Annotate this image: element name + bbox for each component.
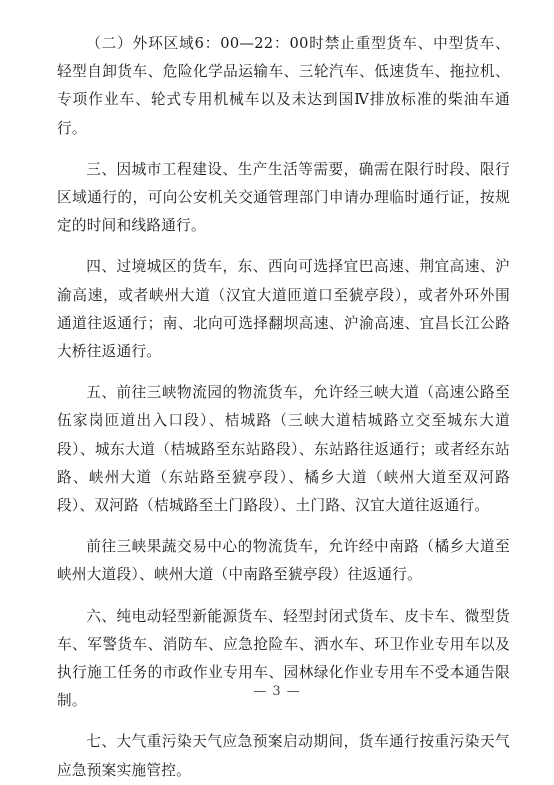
paragraph-outer-ring-restriction: （二）外环区域6：00—22：00时禁止重型货车、中型货车、轻型自卸货车、危险化学品运输车、三轮汽车、低速货车、拖拉机、专项作业车、轮式专用机械车以及未达到国Ⅳ排放标准的柴油车通行。	[57, 35, 510, 137]
page-number: — 3 —	[253, 684, 301, 699]
paragraph-item-3-temporary-permit: 三、因城市工程建设、生产生活等需要，确需在限行时段、限行区域通行的，可向公安机关交通管理部门申请办理临时通行证，按规定的时间和线路通行。	[57, 160, 510, 235]
paragraph-item-7-pollution-control: 七、大气重污染天气应急预案启动期间，货车通行按重污染天气应急预案实施管控。	[57, 733, 510, 779]
paragraph-item-6-exemptions: 六、纯电动轻型新能源货车、轻型封闭式货车、皮卡车、微型货车、军警货车、消防车、应急抢险车、洒水车、环卫作业专用车以及执行施工任务的市政作业专用车、园林绿化作业专用车不受本通告限制。	[57, 607, 510, 710]
paragraph-item-5-logistics-park: 五、前往三峡物流园的物流货车，允许经三峡大道（高速公路至伍家岗匝道出入口段）、桔城路（三峡大道桔城路立交至城东大道段）、城东大道（桔城路至东站路段）、东站路往返通行；或者经东站路、峡州大道（东站路至猇亭段）、橘乡大道（峡州大道至双河路段）、双河路（桔城路至土门路段）、土门路、汉宜大道往返通行。	[57, 384, 510, 515]
paragraph-fruit-market-routes: 前往三峡果蔬交易中心的物流货车，允许经中南路（橘乡大道至峡州大道段）、峡州大道（中南路至猇亭段）往返通行。	[57, 538, 510, 584]
paragraph-item-4-transit-routes: 四、过境城区的货车，东、西向可选择宜巴高速、荆宜高速、沪渝高速，或者峡州大道（汉宜大道匝道口至猇亭段），或者外环外围通道往返通行；南、北向可选择翻坝高速、沪渝高速、宜昌长江公路大桥往返通行。	[57, 258, 510, 361]
